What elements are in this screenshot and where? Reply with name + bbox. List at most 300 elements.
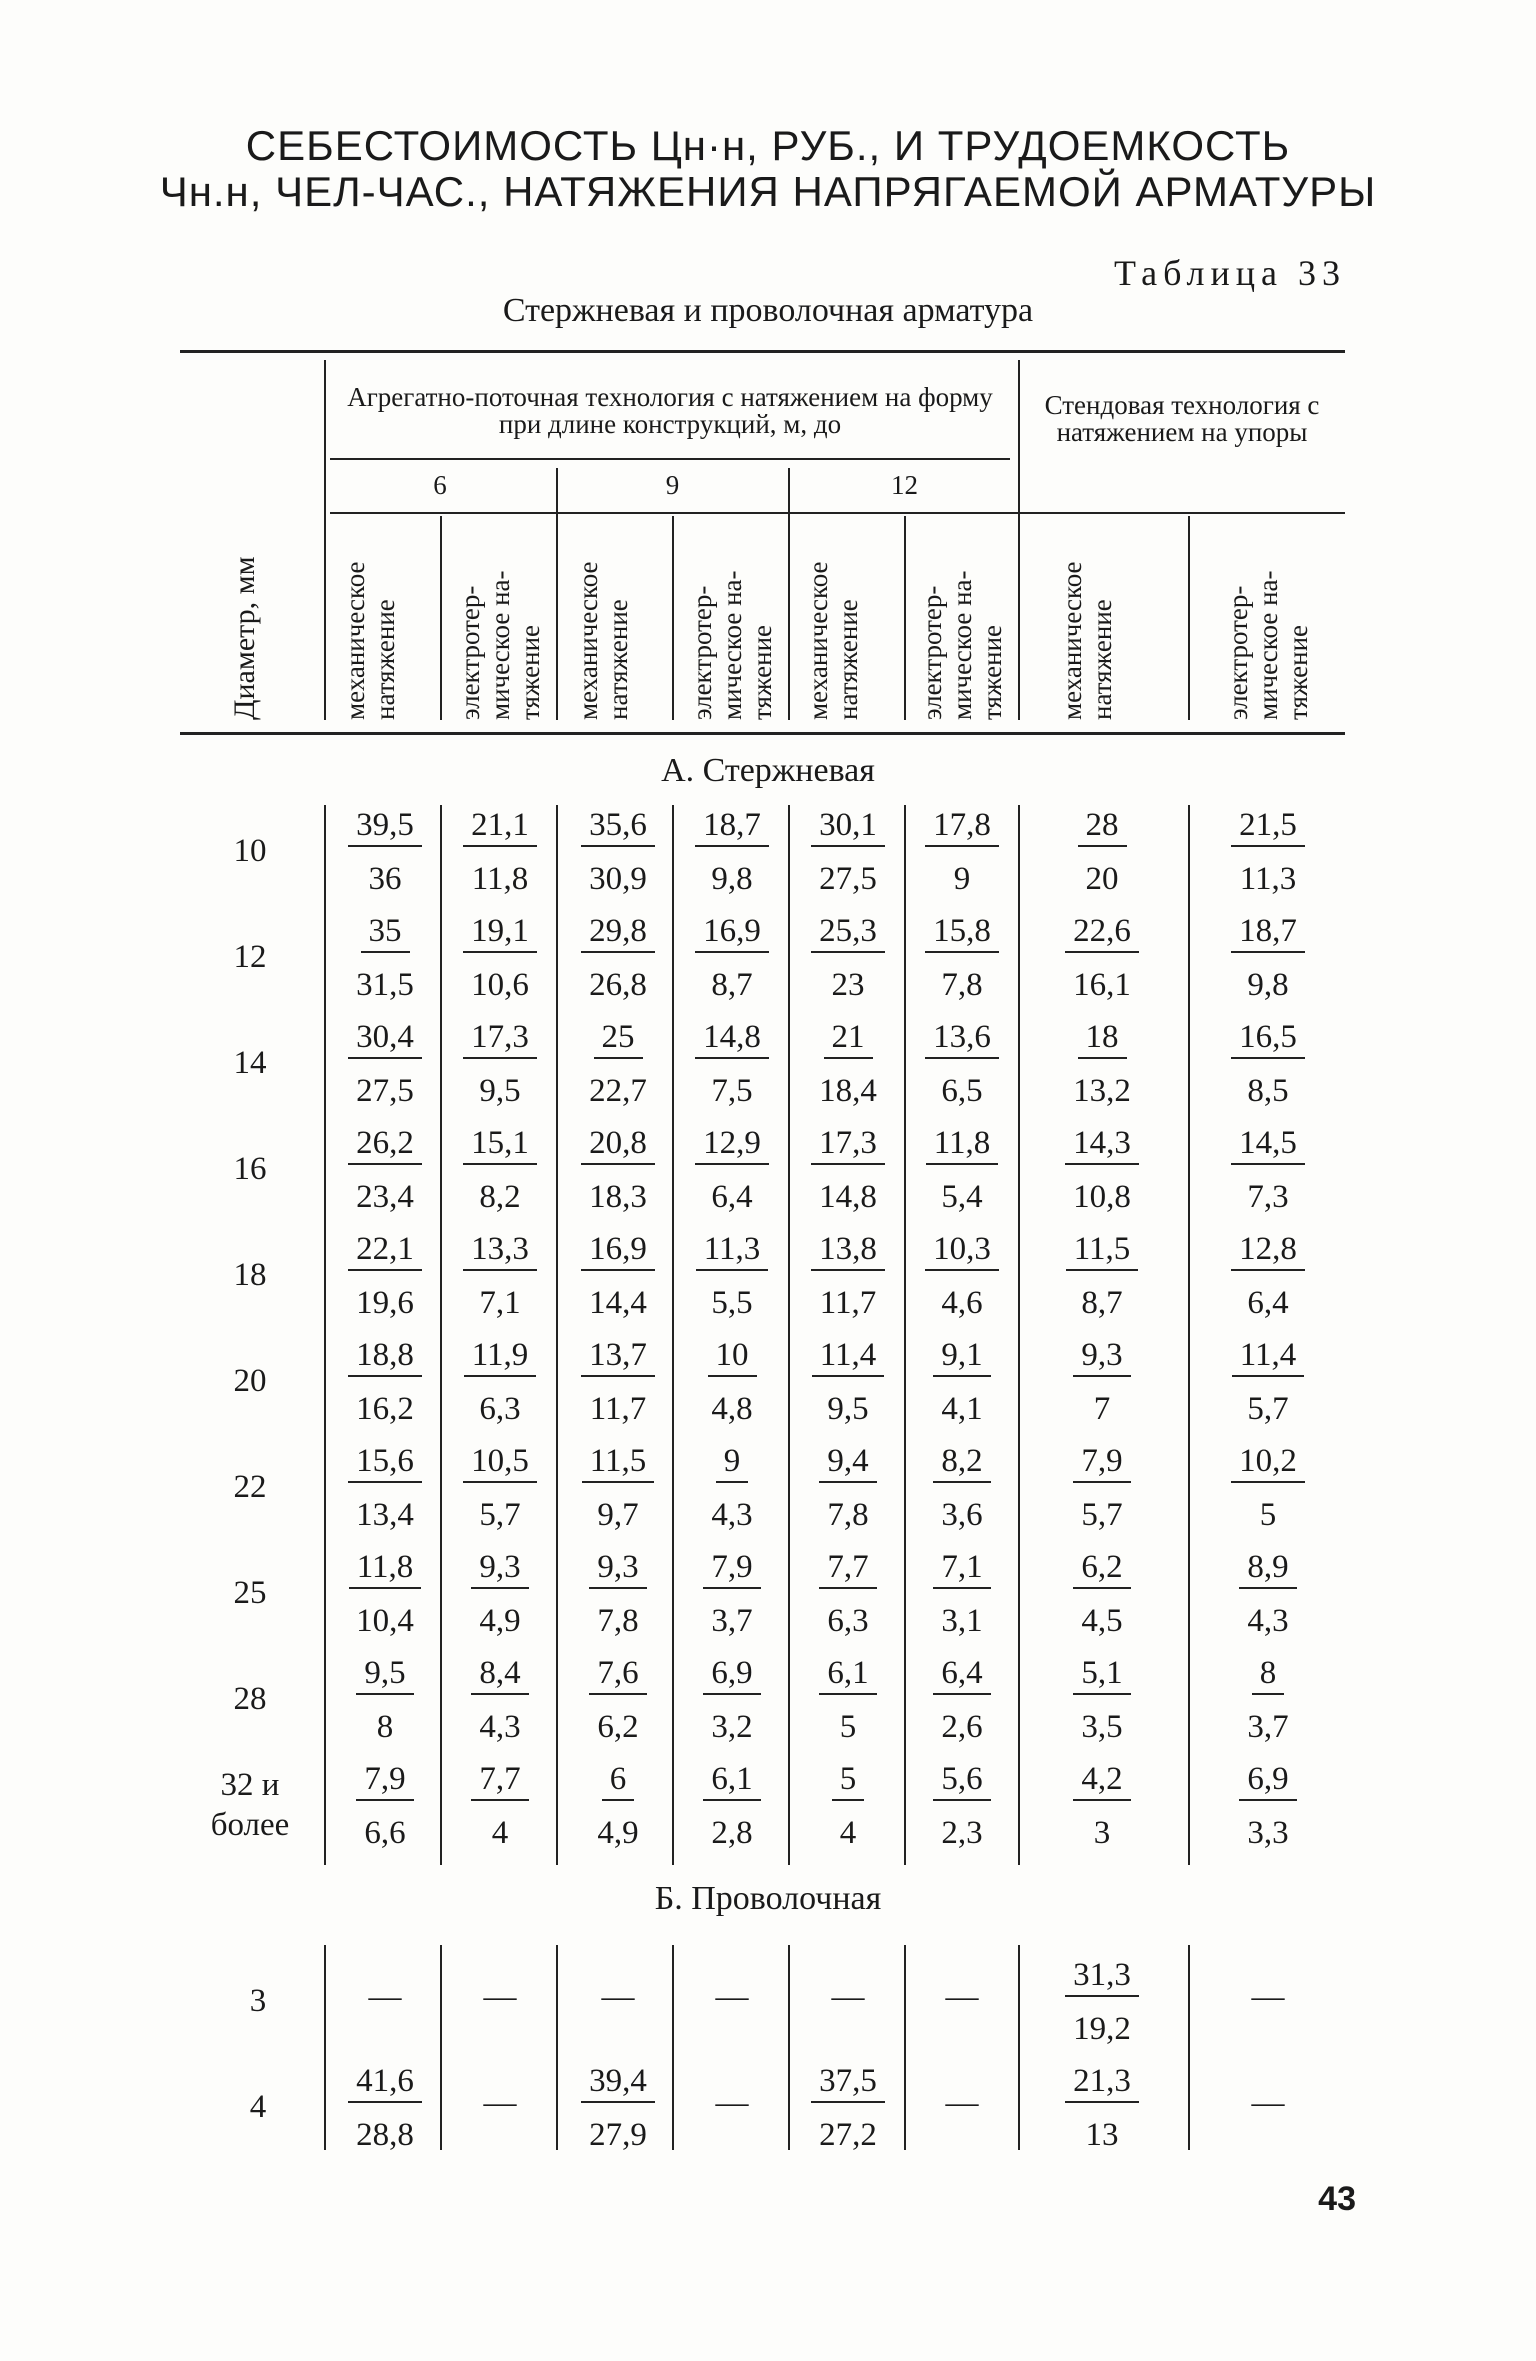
cost-value: 39,4 (581, 2061, 655, 2103)
labor-value: 27,9 (589, 2117, 647, 2153)
table-cell (445, 1335, 555, 1429)
header-divider (1018, 360, 1020, 720)
empty-cell: — (945, 2085, 979, 2121)
header-length-6: 6 (433, 470, 447, 500)
cost-value: 13,8 (811, 1229, 885, 1271)
labor-value: 23 (831, 967, 865, 1003)
labor-value: 4,9 (597, 1815, 639, 1851)
table-cell (793, 1759, 903, 1853)
table-cell (1047, 1123, 1157, 1217)
cost-value: 15,8 (925, 911, 999, 953)
table-cell (563, 911, 673, 1005)
cost-value: 29,8 (581, 911, 655, 953)
labor-value: 4,8 (711, 1391, 753, 1427)
table-cell (907, 805, 1017, 899)
table-cell (677, 1759, 787, 1853)
labor-value: 31,5 (356, 967, 414, 1003)
labor-value: 13,2 (1073, 1073, 1131, 1109)
cost-value: 15,1 (463, 1123, 537, 1165)
cost-value: 21 (824, 1017, 873, 1059)
table-cell (1213, 1335, 1323, 1429)
table-cell (677, 911, 787, 1005)
empty-cell: — (1251, 1979, 1285, 2015)
table-cell (445, 911, 555, 1005)
table-cell (793, 805, 903, 899)
labor-value: 8,2 (479, 1179, 521, 1215)
empty-cell: — (601, 1979, 635, 2015)
labor-value: 28,8 (356, 2117, 414, 2153)
page-number: 43 (1318, 2180, 1356, 2218)
empty-cell: — (831, 1979, 865, 2015)
cost-value: 16,9 (581, 1229, 655, 1271)
title-line-2: Чн.н, ЧЕЛ-ЧАС., НАТЯЖЕНИЯ НАПРЯГАЕМОЙ АРМАТУРЫ (159, 168, 1377, 215)
column-divider (1018, 1945, 1020, 2150)
labor-value: 11,3 (1239, 861, 1297, 897)
labor-value: 22,7 (589, 1073, 647, 1109)
table-cell (793, 1653, 903, 1747)
cost-value: 5,6 (933, 1759, 990, 1801)
cost-value: 16,5 (1231, 1017, 1305, 1059)
cost-value: 25,3 (811, 911, 885, 953)
cost-value: 6,9 (1239, 1759, 1296, 1801)
labor-value: 13 (1085, 2117, 1119, 2153)
cost-value: 13,7 (581, 1335, 655, 1377)
diameter-cell: 22 (233, 1469, 267, 1505)
labor-value: 4 (839, 1815, 857, 1851)
cost-value: 8,2 (933, 1441, 990, 1483)
labor-value: 30,9 (589, 861, 647, 897)
section-wire: Б. Проволочная (654, 1880, 882, 1917)
labor-value: 4,3 (479, 1709, 521, 1745)
diameter-cell: 10 (233, 833, 267, 869)
cost-value: 13,3 (463, 1229, 537, 1271)
table-cell (563, 1653, 673, 1747)
subheader-electrothermal: электротер- мическое на- тяжение (1223, 570, 1313, 720)
cost-value: 17,3 (463, 1017, 537, 1059)
cost-value: 26,2 (348, 1123, 422, 1165)
labor-value: 10,6 (471, 967, 529, 1003)
column-divider (1188, 1945, 1190, 2150)
column-divider (1018, 805, 1020, 1865)
cost-value: 11,3 (696, 1229, 769, 1271)
cost-value: 35 (361, 911, 410, 953)
header-divider (904, 516, 906, 720)
cost-value: 10 (708, 1335, 757, 1377)
table-cell (330, 2061, 440, 2155)
cost-value: 20,8 (581, 1123, 655, 1165)
table-cell (1213, 1759, 1323, 1853)
labor-value: 5,7 (1247, 1391, 1289, 1427)
labor-value: 5,7 (479, 1497, 521, 1533)
labor-value: 19,2 (1073, 2011, 1131, 2047)
column-divider (1188, 805, 1190, 1865)
header-divider (440, 516, 442, 720)
header-length-12: 12 (891, 470, 918, 500)
labor-value: 10,8 (1073, 1179, 1131, 1215)
labor-value: 6,2 (597, 1709, 639, 1745)
labor-value: 4 (491, 1815, 509, 1851)
cost-value: 7,9 (356, 1759, 413, 1801)
table-cell (1213, 911, 1323, 1005)
table-cell (563, 805, 673, 899)
table-cell (907, 1547, 1017, 1641)
table-cell (1047, 2061, 1157, 2155)
labor-value: 6,3 (479, 1391, 521, 1427)
table-subtitle: Стержневая и проволочная арматура (502, 292, 1034, 329)
labor-value: 7,5 (711, 1073, 753, 1109)
diameter-cell: 4 (249, 2089, 267, 2125)
table-cell (677, 1229, 787, 1323)
cost-value: 18 (1078, 1017, 1127, 1059)
header-aggregate: Агрегатно-поточная технология с натяжением на форму при длине конструкций, м, до (347, 382, 993, 439)
cost-value: 10,3 (925, 1229, 999, 1271)
labor-value: 11,8 (471, 861, 529, 897)
cost-value: 21,5 (1231, 805, 1305, 847)
table-cell (793, 1017, 903, 1111)
labor-value: 18,4 (819, 1073, 877, 1109)
cost-value: 7,7 (471, 1759, 528, 1801)
table-cell (907, 1653, 1017, 1747)
cost-value: 6,4 (933, 1653, 990, 1695)
table-cell (1213, 1017, 1323, 1111)
table-cell (1047, 1229, 1157, 1323)
labor-value: 16,1 (1073, 967, 1131, 1003)
table-cell (445, 1759, 555, 1853)
group-rule (330, 458, 1010, 460)
header-stand: Стендовая технология с натяжением на упоры (1044, 390, 1320, 447)
cost-value: 9 (716, 1441, 749, 1483)
header-divider (1188, 516, 1190, 720)
table-cell (793, 1229, 903, 1323)
diameter-cell: 25 (233, 1575, 267, 1611)
labor-value: 9,5 (479, 1073, 521, 1109)
table-top-rule (180, 350, 1345, 353)
cost-value: 8 (1252, 1653, 1285, 1695)
labor-value: 3,7 (711, 1603, 753, 1639)
cost-value: 16,9 (695, 911, 769, 953)
table-cell (1047, 1759, 1157, 1853)
cost-value: 31,3 (1065, 1955, 1139, 1997)
labor-value: 7,8 (597, 1603, 639, 1639)
labor-value: 7,8 (941, 967, 983, 1003)
table-cell (677, 805, 787, 899)
table-cell (563, 1229, 673, 1323)
table-cell (445, 1123, 555, 1217)
cost-value: 4,2 (1073, 1759, 1130, 1801)
labor-value: 7,8 (827, 1497, 869, 1533)
subheader-mechanical: механическое натяжение (573, 561, 633, 720)
cost-value: 11,4 (1232, 1335, 1305, 1377)
table-cell (793, 1123, 903, 1217)
labor-value: 19,6 (356, 1285, 414, 1321)
table-cell (330, 911, 440, 1005)
column-divider (440, 1945, 442, 2150)
cost-value: 22,1 (348, 1229, 422, 1271)
labor-value: 5 (839, 1709, 857, 1745)
table-cell (793, 1441, 903, 1535)
labor-value: 18,3 (589, 1179, 647, 1215)
table-label: Таблица 33 (1114, 253, 1346, 293)
subheader-mechanical: механическое натяжение (340, 561, 400, 720)
diameter-cell: 18 (233, 1257, 267, 1293)
cost-value: 14,5 (1231, 1123, 1305, 1165)
diameter-cell: 32 и более (210, 1767, 290, 1843)
table-cell (1047, 1955, 1157, 2049)
labor-value: 9,8 (711, 861, 753, 897)
table-cell (1213, 1547, 1323, 1641)
empty-cell: — (483, 2085, 517, 2121)
cost-value: 9,3 (589, 1547, 646, 1589)
column-divider (324, 805, 326, 1865)
labor-value: 3,2 (711, 1709, 753, 1745)
labor-value: 10,4 (356, 1603, 414, 1639)
table-cell (1213, 1653, 1323, 1747)
labor-value: 6,4 (1247, 1285, 1289, 1321)
labor-value: 3,1 (941, 1603, 983, 1639)
labor-value: 4,9 (479, 1603, 521, 1639)
cost-value: 35,6 (581, 805, 655, 847)
subheader-electrothermal: электротер- мическое на- тяжение (917, 570, 1007, 720)
labor-value: 27,5 (819, 861, 877, 897)
cost-value: 9,3 (1073, 1335, 1130, 1377)
section-rod: А. Стержневая (661, 752, 875, 789)
cost-value: 9,1 (933, 1335, 990, 1377)
labor-value: 4,1 (941, 1391, 983, 1427)
table-cell (677, 1547, 787, 1641)
cost-value: 7,9 (1073, 1441, 1130, 1483)
cost-value: 18,8 (348, 1335, 422, 1377)
labor-value: 3 (1093, 1815, 1111, 1851)
cost-value: 7,6 (589, 1653, 646, 1695)
table-cell (1047, 1653, 1157, 1747)
labor-value: 6,6 (364, 1815, 406, 1851)
title-line-1: СЕБЕСТОИМОСТЬ Цн·н, РУБ., И ТРУДОЕМКОСТЬ (245, 122, 1291, 169)
cost-value: 5,1 (1073, 1653, 1130, 1695)
labor-value: 27,2 (819, 2117, 877, 2153)
labor-value: 27,5 (356, 1073, 414, 1109)
table-cell (445, 1017, 555, 1111)
table-cell (1213, 805, 1323, 899)
labor-value: 8,7 (711, 967, 753, 1003)
cost-value: 17,3 (811, 1123, 885, 1165)
empty-cell: — (715, 2085, 749, 2121)
labor-value: 9,8 (1247, 967, 1289, 1003)
labor-value: 9 (953, 861, 971, 897)
empty-cell: — (715, 1979, 749, 2015)
cost-value: 11,9 (464, 1335, 537, 1377)
labor-value: 3,6 (941, 1497, 983, 1533)
diameter-cell: 12 (233, 939, 267, 975)
table-cell (907, 1229, 1017, 1323)
header-divider (324, 360, 326, 720)
column-divider (904, 1945, 906, 2150)
cost-value: 11,4 (812, 1335, 885, 1377)
cost-value: 12,9 (695, 1123, 769, 1165)
table-cell (563, 1547, 673, 1641)
labor-value: 8,5 (1247, 1073, 1289, 1109)
cost-value: 11,8 (349, 1547, 422, 1589)
column-divider (324, 1945, 326, 2150)
table-cell (1047, 1335, 1157, 1429)
labor-value: 4,5 (1081, 1603, 1123, 1639)
labor-value: 5 (1259, 1497, 1277, 1533)
table-cell (1213, 1229, 1323, 1323)
cost-value: 12,8 (1231, 1229, 1305, 1271)
table-cell (330, 1653, 440, 1747)
table-cell (445, 1653, 555, 1747)
table-cell (907, 1335, 1017, 1429)
table-cell (1047, 1017, 1157, 1111)
table-cell (563, 2061, 673, 2155)
cost-value: 6,9 (703, 1653, 760, 1695)
table-cell (677, 1335, 787, 1429)
header-divider (788, 468, 790, 720)
diameter-cell: 28 (233, 1681, 267, 1717)
empty-cell: — (1251, 2085, 1285, 2121)
table-cell (677, 1017, 787, 1111)
labor-value: 6,3 (827, 1603, 869, 1639)
cost-value: 18,7 (695, 805, 769, 847)
length-rule (330, 512, 1345, 514)
table-cell (563, 1759, 673, 1853)
labor-value: 3,3 (1247, 1815, 1289, 1851)
table-cell (1047, 1441, 1157, 1535)
cost-value: 7,7 (819, 1547, 876, 1589)
cost-value: 21,1 (463, 805, 537, 847)
table-cell (330, 1547, 440, 1641)
labor-value: 13,4 (356, 1497, 414, 1533)
table-cell (445, 1547, 555, 1641)
table-cell (1047, 1547, 1157, 1641)
labor-value: 11,7 (589, 1391, 647, 1427)
subheader-electrothermal: электротер- мическое на- тяжение (687, 570, 777, 720)
table-cell (1047, 911, 1157, 1005)
labor-value: 7,3 (1247, 1179, 1289, 1215)
table-cell (1213, 1123, 1323, 1217)
header-length-9: 9 (665, 470, 680, 500)
cost-value: 6,2 (1073, 1547, 1130, 1589)
header-divider (672, 516, 674, 720)
labor-value: 4,6 (941, 1285, 983, 1321)
diameter-cell: 3 (249, 1983, 267, 2019)
cost-value: 11,5 (1066, 1229, 1139, 1271)
cost-value: 11,8 (926, 1123, 999, 1165)
table-cell (793, 911, 903, 1005)
cost-value: 7,9 (703, 1547, 760, 1589)
labor-value: 8,7 (1081, 1285, 1123, 1321)
labor-value: 5,7 (1081, 1497, 1123, 1533)
diameter-cell: 16 (233, 1151, 267, 1187)
labor-value: 4,3 (1247, 1603, 1289, 1639)
cost-value: 9,3 (471, 1547, 528, 1589)
cost-value: 18,7 (1231, 911, 1305, 953)
diameter-cell: 14 (233, 1045, 267, 1081)
cost-value: 39,5 (348, 805, 422, 847)
labor-value: 16,2 (356, 1391, 414, 1427)
table-cell (445, 1441, 555, 1535)
cost-value: 5 (832, 1759, 865, 1801)
cost-value: 11,5 (582, 1441, 655, 1483)
table-cell (563, 1335, 673, 1429)
labor-value: 14,8 (819, 1179, 877, 1215)
cost-value: 28 (1078, 805, 1127, 847)
labor-value: 7 (1093, 1391, 1111, 1427)
table-cell (677, 1123, 787, 1217)
table-cell (677, 1653, 787, 1747)
cost-value: 37,5 (811, 2061, 885, 2103)
labor-value: 6,5 (941, 1073, 983, 1109)
cost-value: 41,6 (348, 2061, 422, 2103)
cost-value: 22,6 (1065, 911, 1139, 953)
table-cell (563, 1017, 673, 1111)
header-diameter: Диаметр, мм (228, 556, 261, 720)
subheader-electrothermal: электротер- мическое на- тяжение (455, 570, 545, 720)
labor-value: 9,7 (597, 1497, 639, 1533)
table-cell (793, 2061, 903, 2155)
header-bottom-rule (180, 732, 1345, 735)
table-cell (1047, 805, 1157, 899)
column-divider (440, 805, 442, 1865)
cost-value: 19,1 (463, 911, 537, 953)
labor-value: 2,8 (711, 1815, 753, 1851)
labor-value: 2,3 (941, 1815, 983, 1851)
cost-value: 17,8 (925, 805, 999, 847)
table-cell (677, 1441, 787, 1535)
labor-value: 14,4 (589, 1285, 647, 1321)
labor-value: 36 (368, 861, 402, 897)
cost-value: 14,3 (1065, 1123, 1139, 1165)
labor-value: 5,4 (941, 1179, 983, 1215)
table-cell (330, 1229, 440, 1323)
empty-cell: — (483, 1979, 517, 2015)
labor-value: 5,5 (711, 1285, 753, 1321)
table-cell (445, 805, 555, 899)
table-cell (563, 1123, 673, 1217)
table-cell (793, 1547, 903, 1641)
labor-value: 6,4 (711, 1179, 753, 1215)
cost-value: 10,5 (463, 1441, 537, 1483)
cost-value: 7,1 (933, 1547, 990, 1589)
table-cell (330, 1123, 440, 1217)
cost-value: 6,1 (819, 1653, 876, 1695)
cost-value: 6,1 (703, 1759, 760, 1801)
labor-value: 26,8 (589, 967, 647, 1003)
labor-value: 8 (376, 1709, 394, 1745)
column-divider (556, 805, 558, 1865)
table-cell (330, 1759, 440, 1853)
column-divider (556, 1945, 558, 2150)
cost-value: 13,6 (925, 1017, 999, 1059)
empty-cell: — (945, 1979, 979, 2015)
labor-value: 2,6 (941, 1709, 983, 1745)
table-cell (563, 1441, 673, 1535)
cost-value: 25 (594, 1017, 643, 1059)
table-cell (907, 1123, 1017, 1217)
table-cell (1213, 1441, 1323, 1535)
cost-value: 30,1 (811, 805, 885, 847)
cost-value: 8,9 (1239, 1547, 1296, 1589)
cost-value: 15,6 (348, 1441, 422, 1483)
subheader-mechanical: механическое натяжение (803, 561, 863, 720)
labor-value: 23,4 (356, 1179, 414, 1215)
diameter-cell: 20 (233, 1363, 267, 1399)
cost-value: 6 (602, 1759, 635, 1801)
cost-value: 21,3 (1065, 2061, 1139, 2103)
empty-cell: — (368, 1979, 402, 2015)
column-divider (904, 805, 906, 1865)
cost-value: 30,4 (348, 1017, 422, 1059)
subheader-mechanical: механическое натяжение (1057, 561, 1117, 720)
